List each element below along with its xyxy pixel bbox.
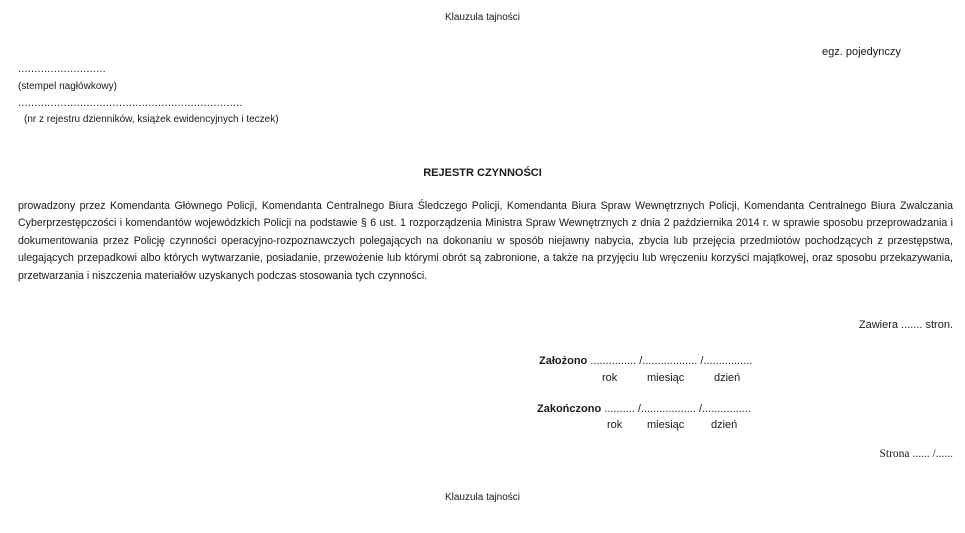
footer-classification: Klauzula tajności [444, 492, 521, 503]
copy-note: egz. pojedynczy [822, 46, 901, 58]
founded-row [539, 355, 752, 367]
founded-fields: ............... /.................. /................ [587, 355, 753, 367]
registry-label: (nr z rejestru dzienników, książek ewidencyjnych i teczek) [24, 114, 279, 125]
founded-day-label: dzień [714, 372, 741, 384]
registry-dots: ..................................................................... [18, 97, 243, 109]
closed-row [537, 403, 751, 415]
header-classification: Klauzula tajności [444, 12, 521, 23]
founded-year-label: rok [602, 372, 618, 384]
stamp-dots: ........................... [18, 63, 106, 75]
stamp-label: (stempel nagłówkowy) [18, 81, 117, 92]
closed-year-label: rok [607, 419, 623, 431]
closed-day-label: dzień [711, 419, 738, 431]
founded-month-label: miesiąc [647, 372, 685, 384]
page-number: Strona ...... /...... [879, 448, 953, 460]
document-title: REJESTR CZYNNOŚCI [423, 167, 542, 179]
founded-label: Założono [539, 355, 588, 367]
closed-fields: .......... /.................. /................ [601, 403, 751, 415]
closed-label: Zakończono [537, 403, 602, 415]
closed-month-label: miesiąc [647, 419, 685, 431]
pages-count: Zawiera ....... stron. [858, 319, 953, 331]
body-paragraph: prowadzony przez Komendanta Głównego Policji, Komendanta Centralnego Biura Śledczego Policji, Komendanta Biura Spraw Wewnętrznych Policji, Komendanta Centralnego Biura Zwalczania Cyberprzestępczości i komendantów wojewódzkich Policji na podstawie § 6 ust. 1 rozporządzenia Ministra Spraw Wewnętrznych z dnia 2 października 2014 r. w sprawie sposobu przeprowadzania i dokumentowania przez Policję czynności operacyjno-rozpoznawczych polegających na dokonaniu w sposób niejawny nabycia, zbycia lub przejęcia przedmiotów pochodzących z przestępstwa, ulegających przepadkowi albo których wytwarzanie, posiadanie, przewożenie lub którymi obrót są zabronione, a także na przyjęciu lub wręczeniu korzyści majątkowej, oraz sposobu przekazywania, przetwarzania i niszczenia materiałów uzyskanych podczas stosowania tych czynności. [18, 200, 953, 282]
